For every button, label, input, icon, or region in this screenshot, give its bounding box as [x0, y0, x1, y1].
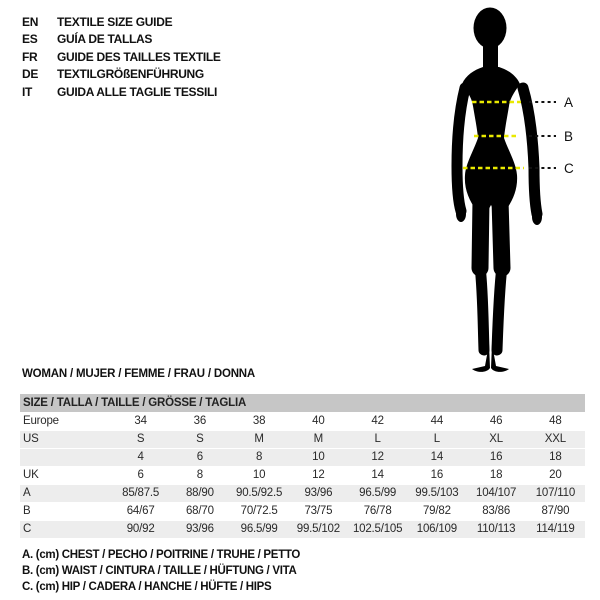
table-row-us	[20, 431, 585, 448]
language-label: GUIDE DES TAILLES TEXTILE	[57, 49, 221, 64]
size-cell: 16	[430, 469, 444, 481]
size-cell: 96.5/99	[359, 487, 397, 499]
table-row-us-numeric	[20, 449, 585, 466]
size-cell: 16	[489, 451, 503, 463]
row-label: C	[23, 523, 32, 535]
table-row-a	[20, 485, 585, 502]
size-cell: 46	[489, 415, 503, 427]
marker-label-a: A	[564, 95, 574, 110]
size-cell: 8	[196, 469, 203, 481]
size-cell: 107/110	[535, 487, 576, 499]
size-cell: 48	[549, 415, 562, 427]
language-list	[22, 13, 221, 101]
size-cell: 6	[196, 451, 203, 463]
size-cell: 90/92	[126, 523, 155, 535]
language-row-es	[22, 31, 221, 49]
size-cell: XL	[489, 433, 503, 445]
size-cell: L	[433, 433, 440, 445]
size-cell: 99.5/103	[415, 487, 459, 499]
marker-label-c: C	[564, 161, 574, 176]
size-cell: M	[254, 433, 264, 445]
language-code: DE	[22, 67, 39, 82]
size-cell: S	[196, 433, 204, 445]
size-cell: 73/75	[304, 505, 333, 517]
language-row-it	[22, 83, 221, 101]
size-cell: L	[374, 433, 381, 445]
size-cell: 10	[252, 469, 266, 481]
size-cell: 87/90	[541, 505, 570, 517]
size-cell: 110/113	[476, 523, 516, 535]
silhouette-left-arm	[457, 88, 465, 211]
section-title: WOMAN / MUJER / FEMME / FRAU / DONNA	[22, 368, 256, 380]
silhouette-left-calf	[480, 266, 484, 350]
language-row-en	[22, 13, 221, 31]
table-row-europe	[20, 413, 585, 430]
row-label: US	[23, 433, 39, 445]
size-cell: 6	[137, 469, 144, 481]
size-cell: 79/82	[422, 505, 451, 517]
size-cell: S	[136, 433, 145, 445]
size-cell: 12	[312, 469, 325, 481]
legend-line-b: B. (cm) WAIST / CINTURA / TAILLE / HÜFTUNG / VITA	[22, 565, 297, 577]
row-label: UK	[23, 469, 39, 481]
size-cell: 64/67	[126, 505, 155, 517]
size-cell: 14	[430, 451, 444, 463]
row-label	[20, 449, 111, 466]
language-code: EN	[22, 14, 39, 29]
silhouette-left-thigh	[480, 200, 481, 268]
silhouette-right-arm	[523, 88, 537, 214]
size-cell: 68/70	[185, 505, 214, 517]
language-label: GUÍA DE TALLAS	[57, 32, 153, 47]
size-cell: 36	[193, 415, 207, 427]
size-cell: 14	[371, 469, 384, 481]
silhouette-left-hand	[456, 206, 466, 222]
size-cell: 114/119	[536, 523, 575, 535]
size-cell: 88/90	[185, 487, 214, 499]
size-cell: 10	[312, 451, 325, 463]
size-cell: 83/86	[482, 505, 511, 517]
size-cell: M	[313, 433, 324, 445]
marker-label-b: B	[564, 129, 574, 144]
size-cell: 106/109	[416, 523, 457, 535]
size-cell: 34	[134, 415, 147, 427]
table-row-c	[20, 521, 585, 538]
woman-silhouette-figure	[400, 0, 600, 390]
size-cell: 90.5/92.5	[236, 487, 283, 499]
language-label: TEXTILGRÖßENFÜHRUNG	[57, 67, 204, 82]
language-row-fr	[22, 48, 221, 66]
size-cell: 104/107	[476, 487, 517, 499]
size-cell: 38	[252, 415, 266, 427]
size-cell: 85/87.5	[122, 487, 160, 499]
row-label: A	[23, 487, 31, 499]
silhouette-torso	[462, 67, 520, 218]
size-table-body	[20, 413, 585, 538]
size-cell: 20	[549, 469, 562, 481]
measurement-legend	[22, 547, 300, 595]
woman-silhouette	[456, 8, 542, 372]
size-cell: 8	[256, 451, 263, 463]
row-label: B	[23, 505, 31, 517]
size-cell: 76/78	[363, 505, 392, 517]
silhouette-right-calf	[497, 266, 502, 350]
legend-line-a: A. (cm) CHEST / PECHO / POITRINE / TRUHE / PETTO	[22, 549, 301, 561]
size-cell: 93/96	[185, 523, 214, 535]
silhouette-right-thigh	[500, 200, 502, 268]
size-cell: 70/72.5	[240, 505, 278, 517]
table-row-uk	[20, 467, 585, 484]
size-cell: 93/96	[304, 487, 333, 499]
silhouette-right-hand	[532, 209, 542, 225]
size-cell: 96.5/99	[240, 523, 278, 535]
size-cell: 40	[312, 415, 325, 427]
language-code: FR	[22, 49, 38, 64]
legend-line-c: C. (cm) HIP / CADERA / HANCHE / HÜFTE / HIPS	[22, 581, 272, 593]
size-cell: XXL	[544, 433, 566, 445]
size-cell: 44	[430, 415, 444, 427]
size-cell: 12	[371, 451, 384, 463]
size-cell: 42	[371, 415, 384, 427]
language-row-de	[22, 66, 221, 84]
size-cell: 18	[549, 451, 562, 463]
size-cell: 4	[137, 451, 144, 463]
size-cell: 102.5/105	[352, 523, 403, 535]
language-label: GUIDA ALLE TAGLIE TESSILI	[57, 84, 218, 99]
language-label: TEXTILE SIZE GUIDE	[57, 14, 173, 29]
row-label: Europe	[23, 415, 59, 427]
table-row-b	[20, 503, 585, 520]
size-table	[20, 394, 585, 539]
size-table-header: SIZE / TALLA / TAILLE / GRÖSSE / TAGLIA	[20, 394, 585, 412]
size-cell: 99.5/102	[296, 523, 340, 535]
language-code: IT	[22, 84, 33, 99]
size-cell: 18	[489, 469, 503, 481]
language-code: ES	[22, 32, 38, 47]
